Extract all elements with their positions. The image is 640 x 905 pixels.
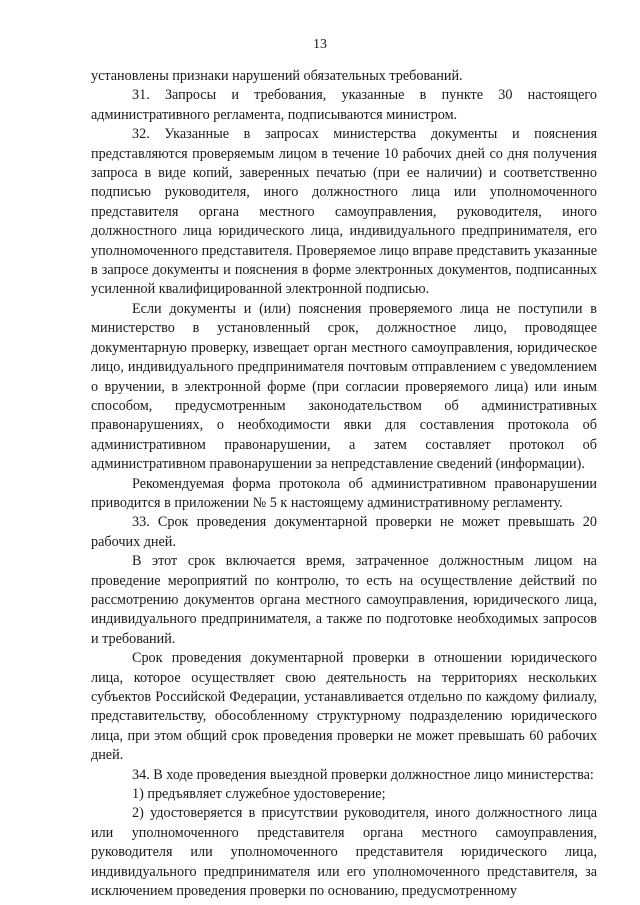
paragraph-continuation: установлены признаки нарушений обязательных требований. <box>91 68 463 84</box>
paragraph-32: 32. Указанные в запросах министерства документы и пояснения представляются проверяемым лицом в течение 10 рабочих дней со дня получения запроса в виде копий, заверенных печатью (при ее наличии) и соответственно подписью руководителя, иного должностного лица или уполномоченного представителя органа местного самоуправления, руководителя, иного должностного лица юридического лица, индивидуального предпринимателя, его уполномоченного представителя. Проверяемое лицо вправе представить указанные в запросе документы и пояснения в форме электронных документов, подписанных усиленной квалифицированной электронной подписью. <box>91 126 597 298</box>
document-body <box>91 67 597 901</box>
page-number: 13 <box>313 37 327 52</box>
paragraph-33-included-time: В этот срок включается время, затраченное должностным лицом на проведение мероприятий по контролю, то есть на осуществление действий по рассмотрению документов органа местного самоуправления, юридического лица, индивидуального предпринимателя, а также по подготовке необходимых запросов и требований. <box>91 553 597 647</box>
paragraph-34: 34. В ходе проведения выездной проверки должностное лицо министерства: <box>132 766 594 783</box>
paragraph-33: 33. Срок проведения документарной проверки не может превышать 20 рабочих дней. <box>91 514 597 550</box>
paragraph-32-no-response: Если документы и (или) пояснения проверяемого лица не поступили в министерство в установленный срок, должностное лицо, проводящее документарную проверку, извещает орган местного самоуправления, юридическое лицо, индивидуального предпринимателя почтовым отправлением с уведомлением о вручении, в электронной форме (при согласии проверяемого лица) или иным способом, предусмотренным законодательством об административных правонарушениях, о необходимости явки для составления протокола об административном правонарушении, а затем составляет протокол об административном правонарушении за непредставление сведений (информации). <box>91 300 597 473</box>
paragraph-31: 31. Запросы и требования, указанные в пункте 30 настоящего административного регламента, подписываются министром. <box>91 87 597 123</box>
paragraph-32-protocol-form: Рекомендуемая форма протокола об административном правонарушении приводится в приложении № 5 к настоящему административному регламенту. <box>91 475 597 511</box>
paragraph-33-multiregion: Срок проведения документарной проверки в отношении юридического лица, которое осуществляет свою деятельность на территориях нескольких субъектов Российской Федерации, устанавливается отдельно по каждому филиалу, представительству, обособленному структурному подразделению юридического лица, при этом общий срок проведения проверки не может превышать 60 рабочих дней. <box>91 650 597 764</box>
paragraph-34-item-1: 1) предъявляет служебное удостоверение; <box>132 786 386 803</box>
paragraph-34-item-2: 2) удостоверяется в присутствии руководителя, иного должностного лица или уполномоченного представителя органа местного самоуправления, руководителя или уполномоченного представителя юридического лица, индивидуального предпринимателя или его уполномоченного представителя, за исключением проведения проверки по основанию, предусмотренному <box>91 805 597 900</box>
